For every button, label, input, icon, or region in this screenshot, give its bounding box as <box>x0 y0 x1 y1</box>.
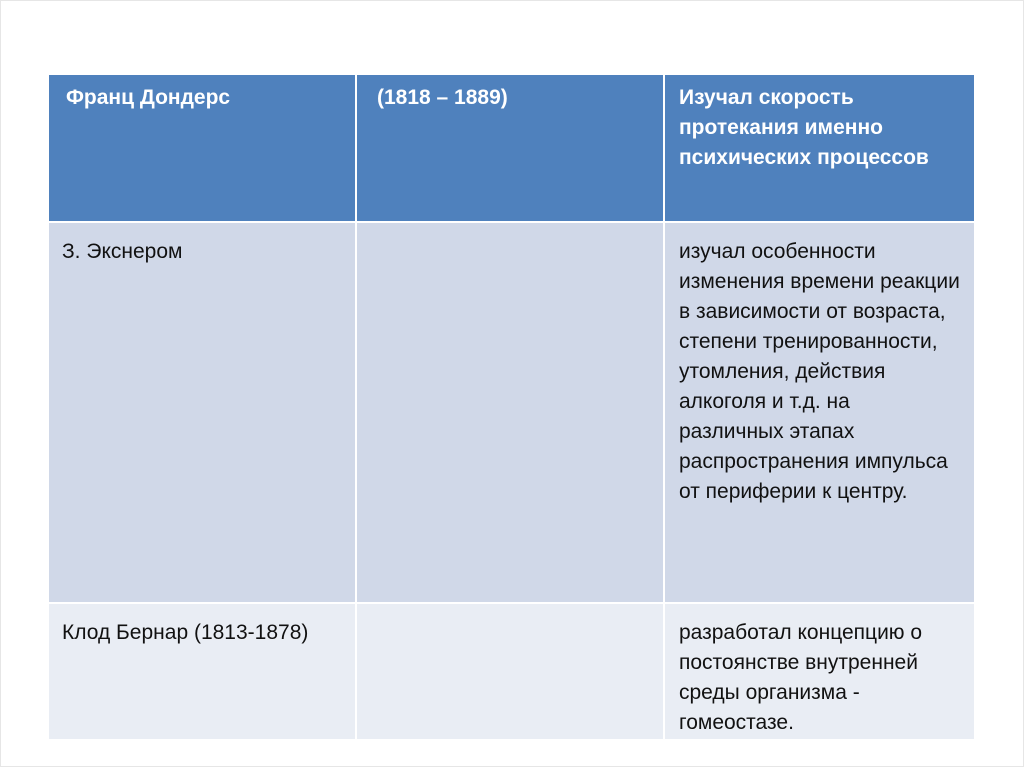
header-years-text: (1818 – 1889) <box>377 86 508 109</box>
row-2-name-text: Клод Бернар (1813-1878) <box>62 621 309 644</box>
header-cell-years <box>357 75 665 223</box>
table-row-2-description <box>665 604 974 739</box>
header-cell-name <box>49 75 357 223</box>
scientists-table <box>49 75 974 739</box>
table-row-2-years <box>357 604 665 739</box>
row-1-name-text: З. Экснером <box>62 240 183 263</box>
header-cell-description <box>665 75 974 223</box>
row-1-description-text: изучал особенности изменения времени реакции в зависимости от возраста, степени тренированности, утомления, действия алкоголя и т.д. на различных этапах распространения импульса от периферии к центру. <box>679 240 960 503</box>
table-row-2-name <box>49 604 357 739</box>
row-2-description-text: разработал концепцию о постоянстве внутренней среды организма - гомеостазе. <box>679 621 923 734</box>
table-row-1-name <box>49 223 357 604</box>
table-row-1-years <box>357 223 665 604</box>
table-row-1-description <box>665 223 974 604</box>
header-description-text: Изучал скорость протекания именно психических процессов <box>679 86 929 169</box>
header-name-text: Франц Дондерс <box>66 86 231 109</box>
